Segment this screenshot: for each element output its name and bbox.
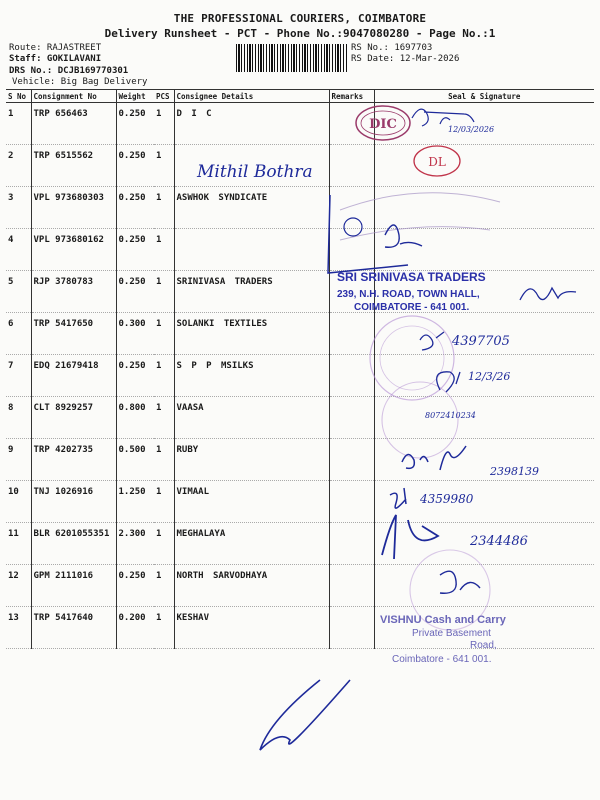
row-consignment-no: VPL 973680162 [31, 229, 116, 271]
rs-date: RS Date: 12-Mar-2026 [351, 54, 460, 64]
table-row [6, 607, 594, 649]
row6-handwritten-number: 4397705 [452, 334, 510, 349]
table-row [6, 355, 594, 397]
runsheet-subtitle: Delivery Runsheet - PCT - Phone No.:9047080280 - Page No.:1 [104, 27, 496, 40]
row-consignee: D I C [174, 103, 329, 145]
row1-date-handwritten: 12/03/2026 [448, 125, 495, 134]
row-consignment-no: VPL 973680303 [31, 187, 116, 229]
row-weight: 0.250 [116, 103, 154, 145]
row-seal-signature [374, 523, 594, 565]
row-weight: 0.500 [116, 439, 154, 481]
row-pcs: 1 [154, 355, 174, 397]
row-consignment-no: TRP 6515562 [31, 145, 116, 187]
row-pcs: 1 [154, 607, 174, 649]
row-pcs: 1 [154, 271, 174, 313]
row-pcs: 1 [154, 397, 174, 439]
table-row [6, 187, 594, 229]
row-weight: 0.250 [116, 565, 154, 607]
srinivasa-stamp-name: SRI SRINIVASA TRADERS [337, 270, 486, 284]
table-row [6, 103, 594, 145]
row-consignment-no: TRP 656463 [31, 103, 116, 145]
col-header-consignee: Consignee Details [174, 90, 329, 103]
row-pcs: 1 [154, 481, 174, 523]
row-sno: 7 [6, 355, 31, 397]
row-consignee: NORTH SARVODHAYA [174, 565, 329, 607]
row-pcs: 1 [154, 145, 174, 187]
row-consignee [174, 229, 329, 271]
row-pcs: 1 [154, 439, 174, 481]
col-header-weight: Weight [116, 90, 154, 103]
row-weight: 0.200 [116, 607, 154, 649]
row-consignment-no: RJP 3780783 [31, 271, 116, 313]
rs-number: RS No.: 1697703 [351, 43, 433, 53]
row-consignee: VAASA [174, 397, 329, 439]
row-consignee: SRINIVASA TRADERS [174, 271, 329, 313]
row-consignment-no: TNJ 1026916 [31, 481, 116, 523]
row-weight: 0.250 [116, 355, 154, 397]
row-sno: 8 [6, 397, 31, 439]
row-weight: 0.250 [116, 271, 154, 313]
row-sno: 1 [6, 103, 31, 145]
row-pcs: 1 [154, 103, 174, 145]
row-sno: 3 [6, 187, 31, 229]
row-seal-signature [374, 397, 594, 439]
runsheet-table [6, 89, 594, 649]
row-remarks [329, 523, 374, 565]
row-consignment-no: BLR 6201055351 [31, 523, 116, 565]
row-pcs: 1 [154, 565, 174, 607]
dic-stamp-text: DIC [369, 117, 397, 132]
row-remarks [329, 103, 374, 145]
company-title: THE PROFESSIONAL COURIERS, COIMBATORE [173, 12, 427, 25]
row-seal-signature [374, 481, 594, 523]
row-consignee: KESHAV [174, 607, 329, 649]
row-seal-signature [374, 439, 594, 481]
row-weight: 0.250 [116, 145, 154, 187]
srinivasa-stamp-addr1: 239, N.H. ROAD, TOWN HALL, [337, 289, 480, 300]
row10-handwritten-number: 4359980 [420, 492, 474, 506]
col-header-sno: S No [6, 90, 31, 103]
row-consignee: MEGHALAYA [174, 523, 329, 565]
row-consignment-no: GPM 2111016 [31, 565, 116, 607]
srinivasa-stamp-addr2: COIMBATORE - 641 001. [354, 302, 470, 313]
vishnu-stamp-addr3: Coimbatore - 641 001. [392, 654, 492, 665]
row-sno: 10 [6, 481, 31, 523]
row-seal-signature [374, 187, 594, 229]
vishnu-stamp-name: VISHNU Cash and Carry [380, 614, 506, 626]
row-sno: 9 [6, 439, 31, 481]
row-consignment-no: CLT 8929257 [31, 397, 116, 439]
row-pcs: 1 [154, 523, 174, 565]
row-seal-signature [374, 271, 594, 313]
vishnu-stamp-addr1: Private Basement [412, 628, 491, 639]
row11-handwritten-number: 2344486 [470, 534, 528, 549]
table-row [6, 439, 594, 481]
col-header-remarks: Remarks [329, 90, 374, 103]
large-scrawl-signature [260, 680, 350, 750]
row-consignment-no: EDQ 21679418 [31, 355, 116, 397]
row-remarks [329, 397, 374, 439]
row-pcs: 1 [154, 229, 174, 271]
row-consignee: S P P MSILKS [174, 355, 329, 397]
row-remarks [329, 187, 374, 229]
row-remarks [329, 145, 374, 187]
table-header-row [6, 90, 594, 103]
row-seal-signature [374, 229, 594, 271]
vehicle-label: Vehicle: Big Bag Delivery [12, 77, 148, 87]
table-row [6, 145, 594, 187]
row-seal-signature [374, 103, 594, 145]
row-weight: 0.800 [116, 397, 154, 439]
row-sno: 5 [6, 271, 31, 313]
table-row [6, 565, 594, 607]
row-consignment-no: TRP 5417650 [31, 313, 116, 355]
row-weight: 0.250 [116, 187, 154, 229]
barcode [236, 44, 348, 72]
row-seal-signature [374, 313, 594, 355]
row-consignee: VIMAAL [174, 481, 329, 523]
row-remarks [329, 355, 374, 397]
col-header-consignment: Consignment No [31, 90, 116, 103]
row-consignee: RUBY [174, 439, 329, 481]
row-sno: 2 [6, 145, 31, 187]
row-weight: 0.250 [116, 229, 154, 271]
row-consignee: SOLANKI TEXTILES [174, 313, 329, 355]
table-body [6, 103, 594, 649]
row9-handwritten-number: 2398139 [490, 465, 539, 478]
row-pcs: 1 [154, 187, 174, 229]
row-remarks [329, 229, 374, 271]
table-row [6, 397, 594, 439]
row-weight: 0.300 [116, 313, 154, 355]
row-remarks [329, 607, 374, 649]
row-remarks [329, 481, 374, 523]
row-consignee: ASWHOK SYNDICATE [174, 187, 329, 229]
row2-handwritten-name: Mithil Bothra [197, 162, 313, 182]
row-sno: 11 [6, 523, 31, 565]
route-label: Route: RAJASTREET [9, 43, 102, 53]
row-seal-signature [374, 607, 594, 649]
row-remarks [329, 313, 374, 355]
staff-label: Staff: GOKILAVANI [9, 54, 102, 64]
dl-stamp-text: DL [428, 155, 446, 169]
row8-handwritten-number: 8072410234 [425, 411, 476, 420]
vishnu-stamp-addr2: Road, [470, 640, 497, 651]
table-row [6, 229, 594, 271]
row-seal-signature [374, 355, 594, 397]
row-remarks [329, 565, 374, 607]
row-consignment-no: TRP 4202735 [31, 439, 116, 481]
row-remarks [329, 271, 374, 313]
table-row [6, 481, 594, 523]
table-row [6, 313, 594, 355]
row-consignment-no: TRP 5417640 [31, 607, 116, 649]
row-seal-signature [374, 565, 594, 607]
table-row [6, 271, 594, 313]
col-header-seal: Seal & Signature [374, 90, 594, 103]
row-consignee [174, 145, 329, 187]
table-row [6, 523, 594, 565]
col-header-pcs: PCS [154, 90, 174, 103]
drs-number: DRS No.: DCJB169770301 [9, 66, 129, 76]
row-sno: 6 [6, 313, 31, 355]
row-seal-signature [374, 145, 594, 187]
row-sno: 4 [6, 229, 31, 271]
row-remarks [329, 439, 374, 481]
row-sno: 13 [6, 607, 31, 649]
row7-handwritten-date: 12/3/26 [468, 370, 511, 383]
row-pcs: 1 [154, 313, 174, 355]
row-weight: 1.250 [116, 481, 154, 523]
row-weight: 2.300 [116, 523, 154, 565]
row-sno: 12 [6, 565, 31, 607]
